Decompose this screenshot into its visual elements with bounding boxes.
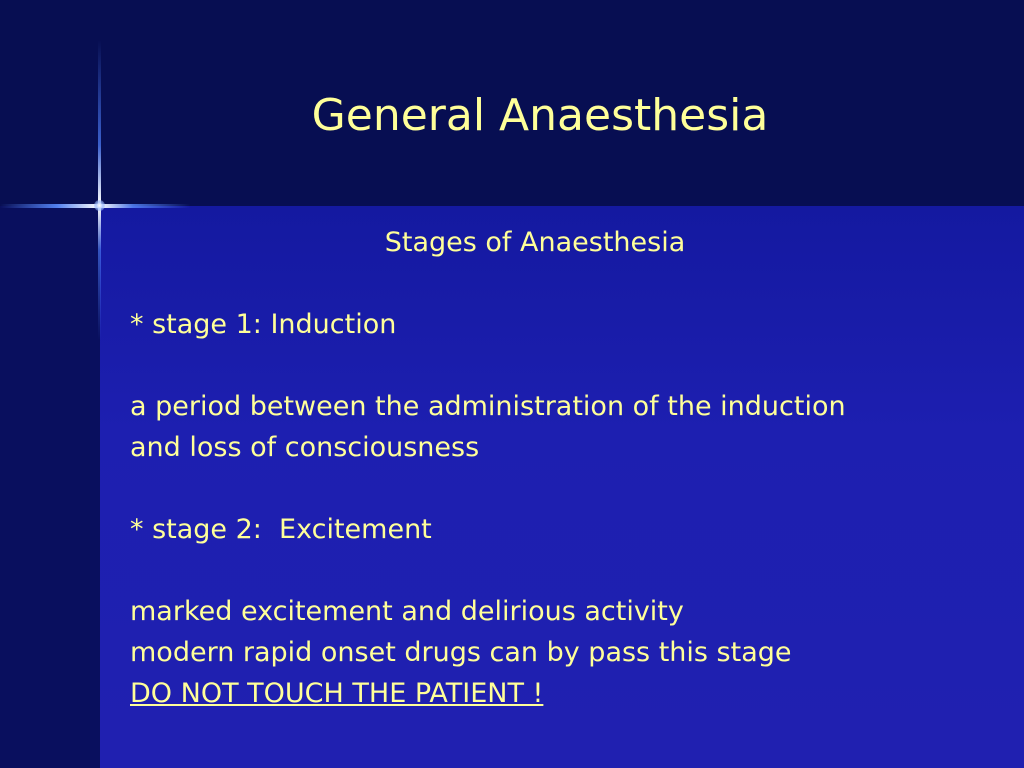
spacer	[130, 550, 950, 591]
left-strip	[0, 206, 100, 768]
stage2-description-line: marked excitement and delirious activity	[130, 596, 684, 627]
spacer	[130, 263, 950, 304]
slide-body	[130, 222, 950, 714]
spacer	[130, 345, 950, 386]
stage2-heading: * stage 2: Excitement	[130, 514, 432, 545]
section-subtitle: Stages of Anaesthesia	[384, 227, 686, 258]
stage1-heading: * stage 1: Induction	[130, 309, 397, 340]
stage1-description-line: and loss of consciousness	[130, 432, 480, 463]
spacer	[130, 468, 950, 509]
warning-text: DO NOT TOUCH THE PATIENT !	[130, 678, 544, 709]
stage2-description-line: modern rapid onset drugs can by pass this stage	[130, 637, 792, 668]
slide-title: General Anaesthesia	[311, 90, 769, 141]
stage1-description-line: a period between the administration of the induction	[130, 391, 846, 422]
sparkle-vertical-ray	[98, 40, 101, 340]
sparkle-star-icon	[94, 200, 105, 211]
